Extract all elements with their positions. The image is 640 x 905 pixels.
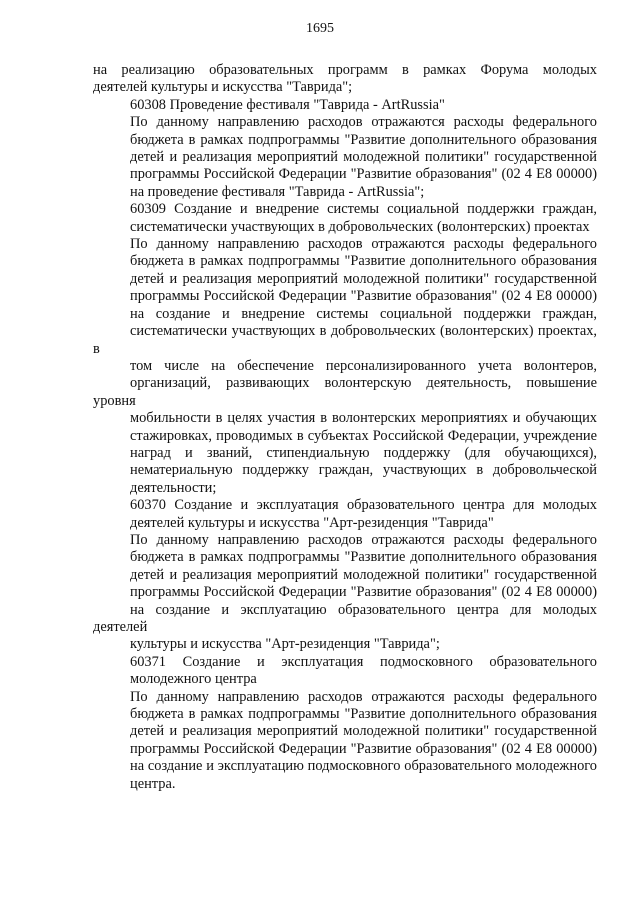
text-line: наград и званий, стипендиальную поддержку (для обучающихся), [130, 444, 597, 461]
paragraph [93, 236, 597, 497]
text-line: По данному направлению расходов отражаются расходы федерального [130, 236, 597, 253]
text-line: бюджета в рамках подпрограммы "Развитие дополнительного образования [130, 131, 597, 148]
paragraph [93, 532, 597, 654]
paragraph [93, 654, 597, 689]
text-line: систематически участвующих в добровольческих (волонтерских) проектах [130, 218, 590, 235]
paragraph [93, 97, 597, 114]
text-line: По данному направлению расходов отражаются расходы федерального [130, 114, 597, 131]
text-line: систематически участвующих в добровольческих (волонтерских) проектах, в [93, 323, 597, 357]
text-line: культуры и искусства "Арт-резиденция "Таврида"; [130, 636, 440, 653]
text-line: 60371 Создание и эксплуатация подмосковного образовательного [130, 653, 597, 670]
text-line: на создание и внедрение системы социальной поддержки граждан, [130, 305, 597, 322]
text-line: детей и реализация мероприятий молодежной политики" государственной [130, 149, 597, 166]
paragraph [93, 114, 597, 201]
text-line: программы Российской Федерации "Развитие образования" (02 4 Е8 00000) [130, 166, 597, 183]
text-line: мобильности в целях участия в волонтерских мероприятиях и обучающих [130, 410, 597, 427]
text-line: По данному направлению расходов отражаются расходы федерального [130, 688, 597, 705]
text-line: на создание и эксплуатацию образовательного центра для молодых деятелей [93, 601, 597, 635]
document-body [93, 62, 597, 793]
text-line: бюджета в рамках подпрограммы "Развитие дополнительного образования [130, 549, 597, 566]
paragraph [93, 497, 597, 532]
text-line: на реализацию образовательных программ в рамках Форума молодых [93, 62, 597, 78]
text-line: программы Российской Федерации "Развитие образования" (02 4 Е8 00000) [130, 584, 597, 601]
text-line: организаций, развивающих волонтерскую деятельность, повышение уровня [93, 375, 597, 409]
text-line: программы Российской Федерации "Развитие образования" (02 4 Е8 00000) [130, 740, 597, 757]
paragraph [93, 201, 597, 236]
text-line: бюджета в рамках подпрограммы "Развитие дополнительного образования [130, 706, 597, 723]
text-line: том числе на обеспечение персонализированного учета волонтеров, [130, 357, 597, 374]
text-line: деятелей культуры и искусства "Арт-резиденция "Таврида" [130, 514, 494, 531]
text-line: детей и реализация мероприятий молодежной политики" государственной [130, 723, 597, 740]
text-line: деятелей культуры и искусства "Таврида"; [93, 79, 353, 96]
text-line: молодежного центра [130, 671, 257, 688]
text-line: 60370 Создание и эксплуатация образовательного центра для молодых [130, 497, 597, 514]
paragraph [93, 689, 597, 793]
text-line: детей и реализация мероприятий молодежной политики" государственной [130, 566, 597, 583]
paragraph [93, 62, 597, 97]
text-line: программы Российской Федерации "Развитие образования" (02 4 Е8 00000) [130, 288, 597, 305]
text-line: нематериальную поддержку граждан, участвующих в добровольческой [130, 462, 597, 479]
text-line: детей и реализация мероприятий молодежной политики" государственной [130, 270, 597, 287]
text-line: 60308 Проведение фестиваля "Таврида - ArtRussia" [130, 96, 445, 113]
text-line: бюджета в рамках подпрограммы "Развитие дополнительного образования [130, 253, 597, 270]
page-number: 1695 [306, 21, 334, 36]
text-line: на создание и эксплуатацию подмосковного образовательного молодежного [130, 758, 597, 775]
text-line: деятельности; [130, 479, 217, 496]
text-line: центра. [130, 775, 176, 792]
text-line: стажировках, проводимых в субъектах Российской Федерации, учреждение [130, 427, 597, 444]
text-line: на проведение фестиваля "Таврида - ArtRussia"; [130, 183, 425, 200]
text-line: По данному направлению расходов отражаются расходы федерального [130, 531, 597, 548]
text-line: 60309 Создание и внедрение системы социальной поддержки граждан, [130, 201, 597, 218]
